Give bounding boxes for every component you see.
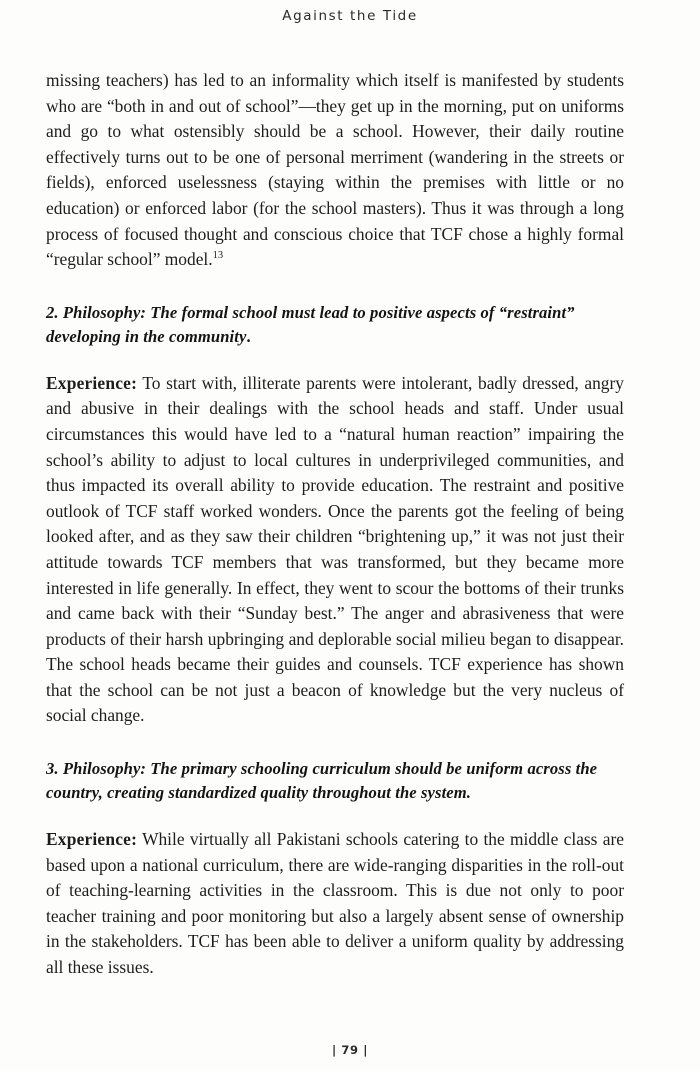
experience-label: Experience: — [46, 372, 138, 393]
spacer — [46, 273, 624, 301]
paragraph-1-text: missing teachers) has led to an informality which itself is manifested by students who are “both in and out of school”—they get up in the morning, put on uniforms and go to what ostensibly should be a school. However, their daily routine effectively turns out to be one of personal merriment (wandering in the streets or fields), enforced uselessness (staying within the premises with little or no education) or enforced labor (for the school masters). Thus it was through a long process of focused thought and conscious choice that TCF chose a highly formal “regular school” model. — [46, 70, 624, 270]
page-body — [46, 68, 624, 981]
paragraph-3-text: While virtually all Pakistani schools catering to the middle class are based upon a national curriculum, there are wide-ranging disparities in the roll-out of teaching-learning activities in the classroom. This is due not only to poor teacher training and poor monitoring but also a largely absent sense of ownership in the stakeholders. TCF has been able to deliver a uniform quality by addressing all these issues. — [46, 829, 624, 978]
running-head: Against the Tide — [282, 8, 418, 24]
page-number: | 79 | — [331, 1043, 368, 1057]
spacer — [46, 729, 624, 757]
paragraph-2-text: To start with, illiterate parents were intolerant, badly dressed, angry and abusive in their dealings with the school heads and staff. Under usual circumstances this would have led to a “natural human reaction” impairing the school’s ability to adjust to local cultures in underprivileged communities, and thus impacted its overall ability to provide education. The restraint and positive outlook of TCF staff worked wonders. Once the parents got the feeling of being looked after, and as they saw their children “brightening up,” it was not just their attitude towards TCF members that was transformed, but they became more interested in life generally. In effect, they went to scour the bottoms of their trunks and came back with their “Sunday best.” The anger and abrasiveness that were products of their harsh upbringing and deplorable social milieu began to disappear. The school heads became their guides and counsels. TCF experience has shown that the school can be not just a beacon of knowledge but the very nucleus of social change. — [46, 372, 624, 726]
heading-philosophy-2-period: . — [246, 326, 251, 346]
experience-label: Experience: — [46, 829, 138, 850]
footnote-marker-13: 13 — [212, 250, 224, 262]
spacer — [46, 805, 624, 827]
heading-philosophy-3-text: 3. Philosophy: The primary schooling curriculum should be uniform across the country, creating standardized quality throughout the system. — [46, 759, 598, 803]
paragraph-experience-3 — [46, 827, 624, 981]
heading-philosophy-3 — [46, 757, 624, 805]
heading-philosophy-2-text: 2. Philosophy: The formal school must lead to positive aspects of “restraint” developing in the community — [46, 302, 575, 346]
heading-philosophy-2 — [46, 301, 624, 349]
spacer — [46, 349, 624, 371]
paragraph-experience-2 — [46, 371, 624, 729]
paragraph-continuation — [46, 68, 624, 273]
